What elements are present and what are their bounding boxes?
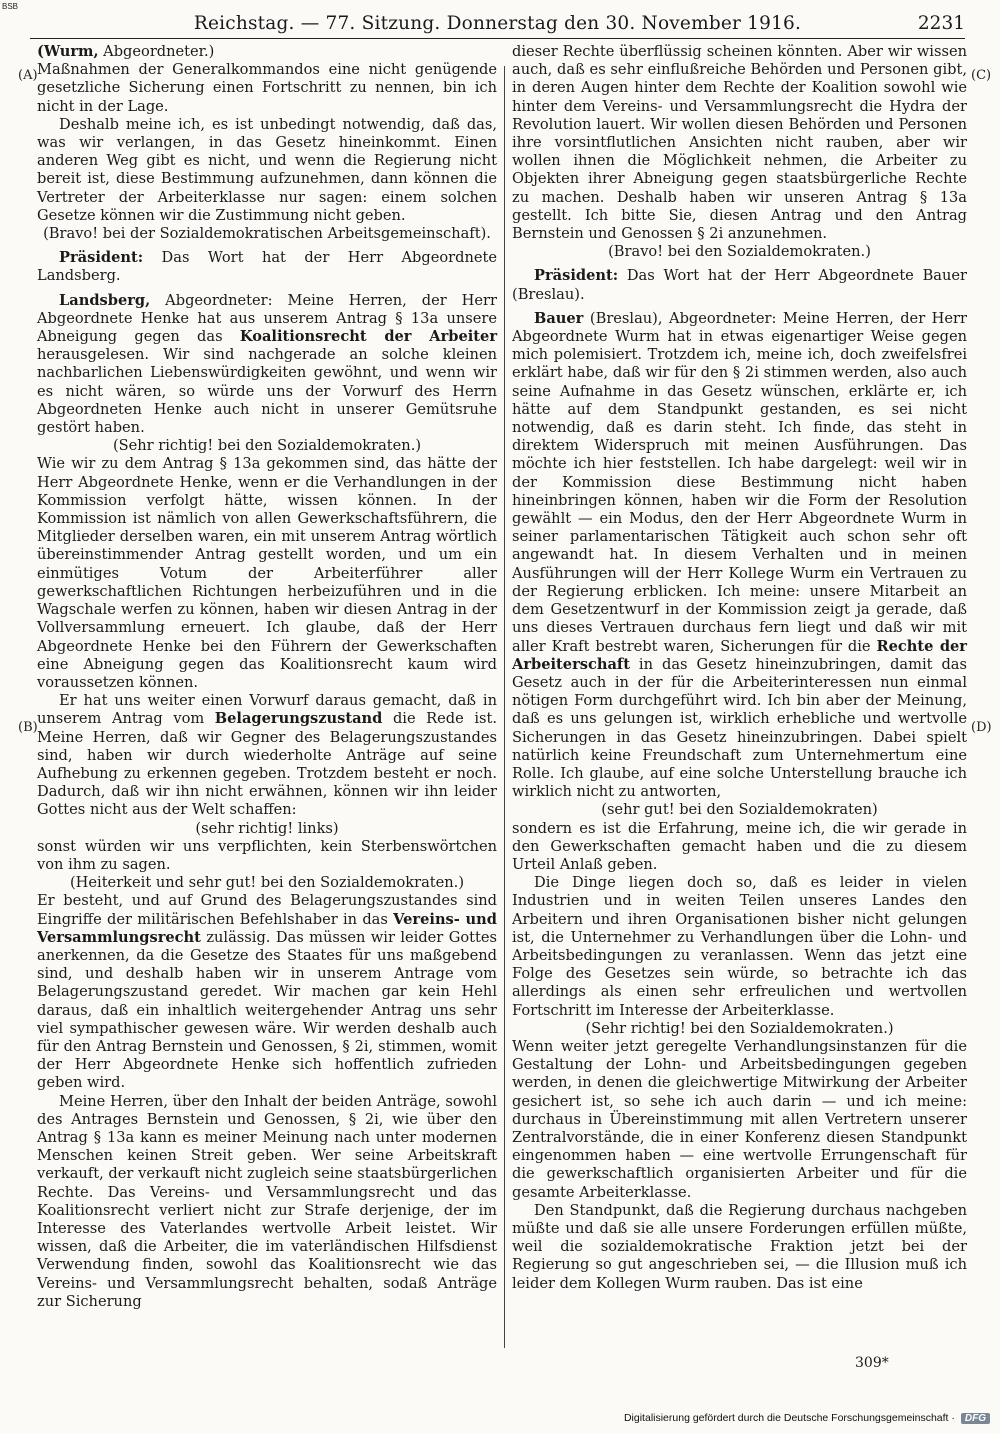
speaker-name: Bauer [534,309,584,327]
footer [624,1412,990,1424]
bold-term: Rechte der Arbeiterschaft [512,637,967,673]
paragraph: Wie wir zu dem Antrag § 13a gekommen sind, das hätte der Herr Abgeordnete Henke, wenn er die Verhandlungen in der Kommission verfolgt hätte, wissen können. In der Kommission ist nämlich von allen Gewerkschaftsführern, die Mitglieder derselben waren, ein mit unserem Antrag wörtlich übereinstimmender Antrag gestellt worden, und um ein einmütiges Votum der Arbeiterführer aller gewerkschaftlichen Richtungen herbeizuführen und in die Wagschale werfen zu können, haben wir diesen Antrag in der Vollversammlung erneuert. Ich glaube, daß der Herr Abgeordnete Henke bei den Führern der Gewerkschaften eine Abneigung gegen das Koalitionsrecht kaum wird voraussetzen können. [37,455,497,691]
bold-term: Vereins- und Versammlungsrecht [37,910,497,946]
signature-mark: 309* [855,1355,889,1371]
margin-marker-b: (B) [18,720,38,735]
left-column [37,43,497,1311]
paragraph: Meine Herren, über den Inhalt der beiden Anträge, sowohl des Antrages Bernstein und Genossen, § 2i, wie über den Antrag § 13a kann es meiner Meinung nach unter modernen Menschen keinen Streit geben. Wer seine Arbeitskraft verkauft, der verkauft nicht zugleich seine staatsbürgerlichen Rechte. Das Vereins- und Versammlungsrecht und das Koalitionsrecht verliert nicht zur Strafe derjenige, der im Interesse des Vaterlandes wertvolle Arbeit leistet. Wir wissen, daß die Arbeiter, die im vaterländischen Hilfsdienst Verwendung finden, sowohl das Koalitionsrecht wie das Vereins- und Versammlungsrecht behalten, sodaß Anträge zur Sicherung [37,1092,497,1310]
speaker-name: Landsberg, [59,291,151,309]
paragraph: Er hat uns weiter einen Vorwurf daraus gemacht, daß in unserem Antrag vom Belagerungszustand die Rede ist. Meine Herren, daß wir Gegner des Belagerungszustandes sind, haben wir durch wiederholte Anträge auf seine Aufhebung zu erkennen gegeben. Trotzdem besteht er noch. Dadurch, daß wir ihn nicht erwähnen, können wir ihn leider Gottes nicht aus der Welt schaffen: [37,692,498,819]
bold-term: Belagerungszustand [214,710,383,728]
interjection: (Sehr richtig! bei den Sozialdemokraten.) [112,437,422,455]
paragraph: Wenn weiter jetzt geregelte Verhandlungsinstanzen für die Gestaltung der Lohn- und Arbeitsbedingungen gegeben werden, in denen die gleichwertige Mitwirkung der Arbeiter gesichert ist, so sehe ich auch darin — und ich meine: durchaus in Übereinstimmung mit allen Vertretern unserer Zentralvorstände, die in einer Konferenz diesen Standpunkt eingenommen haben — eine wertvolle Errungenschaft für die gewerkschaftlich organisierten Arbeiter und für die gesamte Arbeiterklasse. [512,1037,967,1201]
speaker-continuation: (Wurm, Abgeordneter.) [37,43,215,60]
interjection: (sehr gut! bei den Sozialdemokraten) [601,801,878,819]
paragraph: dieser Rechte überflüssig scheinen könnten. Aber wir wissen auch, daß es sehr einflußreiche Behörden und Personen gibt, in deren Augen hinter dem Rechte der Koalition sowohl wie hinter dem Vereins- und Versammlungsrecht die Hydra der Revolution lauert. Wir wollen diesen Behörden und Personen ihre vorsintflutlichen Ansichten nicht rauben, aber wir wollen ihnen die Möglichkeit nehmen, die Arbeiter zu Objekten ihrer Abneigung gegen staatsbürgerliche Rechte zu machen. Deshalb haben wir unseren Antrag § 13a gestellt. Ich bitte Sie, diesen Antrag und den Antrag Bernstein und Genossen § 2i anzunehmen. [512,43,967,243]
bold-term: Koalitionsrecht der Arbeiter [239,328,498,346]
footer-text: Digitalisierung gefördert durch die Deutsche Forschungsgemeinschaft · [623,1412,955,1424]
paragraph: sondern es ist die Erfahrung, meine ich, die wir gerade in den Gewerkschaften gemacht haben und die zu diesem Urteil Anlaß geben. [512,819,967,873]
interjection: (Heiterkeit und sehr gut! bei den Sozialdemokraten.) [69,874,465,892]
interjection: (sehr richtig! links) [195,819,339,837]
interjection: (Sehr richtig! bei den Sozialdemokraten.) [585,1019,894,1037]
running-header [30,10,965,39]
paragraph: sonst würden wir uns verpflichten, kein Sterbenswörtchen von ihm zu sagen. [37,837,497,873]
right-column [512,43,967,1293]
paragraph: Er besteht, und auf Grund des Belagerungszustandes sind Eingriffe der militärischen Befehlshaber in das Vereins- und Versammlungsrecht zulässig. Das müssen wir leider Gottes anerkennen, da die Gesetze des Staates für uns maßgebend sind, und deshalb haben wir in unserem Antrage vom Belagerungszustand geredet. Wir machen gar kein Hehl daraus, daß ein inhaltlich weitergehender Antrag uns sehr viel sympathischer gewesen wäre. Wir werden deshalb auch für den Antrag Bernstein und Genossen, § 2i, stimmen, womit der Herr Abgeordnete Henke sich hoffentlich zufrieden geben wird. [37,892,497,1092]
header-title: Reichstag. — 77. Sitzung. Donnerstag den 30. November 1916. [193,13,802,34]
paragraph: Maßnahmen der Generalkommandos eine nicht genügende gesetzliche Sicherung einen Fortschritt zu nennen, bin ich nicht in der Lage. [37,61,497,115]
column-divider [504,66,505,1348]
paragraph: Deshalb meine ich, es ist unbedingt notwendig, daß das, was wir verlangen, in das Gesetz hineinkommt. Einen anderen Weg gibt es nicht, und wenn die Regierung nicht bereit ist, diese Bestimmung aufzunehmen, dann können die Vertreter der Arbeiterklasse nur sagen: einem solchen Gesetze können wir die Zustimmung nicht geben. [37,115,497,224]
interjection: (Bravo! bei der Sozialdemokratischen Arbeitsgemeinschaft). [43,225,491,243]
header-page-number: 2231 [917,13,965,34]
speaker-name: Präsident: [59,249,144,267]
speaker-paragraph: Landsberg, Abgeordneter: Meine Herren, der Herr Abgeordnete Henke hat aus unserem Antrag § 13a unsere Abneigung gegen das Koalitionsrecht der Arbeiter herausgelesen. Wir sind nachgerade an solche kleinen nachbarlichen Liebenswürdigkeiten gewöhnt, und wenn wir es nicht wären, so würde uns der Vorwurf des Herrn Abgeordneten Henke auch nicht in unserer Gemütsruhe gestört haben. [37,291,498,437]
margin-marker-a: (A) [18,68,38,83]
paragraph: Den Standpunkt, daß die Regierung durchaus nachgeben müßte und daß sie alle unsere Forderungen erfüllen müßte, weil die sozialdemokratische Fraktion jetzt bei der Regierung so gut angeschrieben sei, — die Illusion muß ich leider dem Kollegen Wurm rauben. Das ist eine [512,1201,967,1292]
dfg-logo-icon: DFG [961,1413,990,1424]
library-mark: BSB [2,2,19,11]
interjection: (Bravo! bei den Sozialdemokraten.) [608,243,871,261]
margin-marker-d: (D) [971,720,992,735]
paragraph: Die Dinge liegen doch so, daß es leider in vielen Industrien und in weiten Teilen unseres Landes den Arbeitern und ihren Organisationen bisher nicht gelungen ist, die Unternehmer zu Verhandlungen über die Lohn- und Arbeitsbedingungen zu veranlassen. Wenn das jetzt eine Folge des Gesetzes sein würde, so betrachte ich das allerdings als einen sehr erfreulichen und wertvollen Fortschritt im Interesse der Arbeiterklasse. [512,874,967,1019]
speaker-paragraph: Präsident: Das Wort hat der Herr Abgeordnete Landsberg. [37,249,497,285]
speaker-paragraph: Bauer (Breslau), Abgeordneter: Meine Herren, der Herr Abgeordnete Wurm hat in etwas eigenartiger Weise gegen mich polemisiert. Trotzdem ich, meine ich, doch zweifelsfrei erklärt habe, daß wir für den § 2i stimmen werden, also auch seine Aufnahme in das Gesetz wünschen, erklärte er, ich hätte auf dem Standpunkt gestanden, es sei nicht notwendig, daß es darin steht. Ich finde, das steht in direktem Widerspruch mit meinen Ausführungen. Das möchte ich hier feststellen. Ich habe dargelegt: weil wir in der Kommission diese Bestimmung nicht haben hineinbringen können, haben wir die Form der Resolution gewählt — ein Modus, den der Herr Abgeordnete Wurm in seiner parlamentarischen Tätigkeit auch schon sehr oft angewandt hat. In diesem Verhalten und in meinen Ausführungen will der Herr Kollege Wurm ein Vertrauen zu der Regierung erblicken. Ich meine: unsere Mitarbeit an dem Gesetzentwurf in der Kommission zeigt ja gerade, daß uns dieses Vertrauen durchaus fern liegt und daß wir mit aller Kraft bestrebt waren, Sicherungen für die Rechte der Arbeiterschaft in das Gesetz hineinzubringen, damit das Gesetz auch in der für die Arbeiterinteressen nun einmal nötigen Form durchgeführt wird. Ich bin aber der Meinung, daß es uns gelungen ist, wirklich erhebliche und wertvolle Sicherungen in das Gesetz hineinzubringen. Dabei spielt natürlich keine Freundschaft zum Unternehmertum eine Rolle. Ich glaube, auf eine solche Unterstellung brauche ich wirklich nicht zu antworten, [512,309,967,801]
margin-marker-c: (C) [971,68,992,83]
speaker-paragraph: Präsident: Das Wort hat der Herr Abgeordnete Bauer (Breslau). [512,267,967,303]
speaker-name: Präsident: [534,267,619,285]
